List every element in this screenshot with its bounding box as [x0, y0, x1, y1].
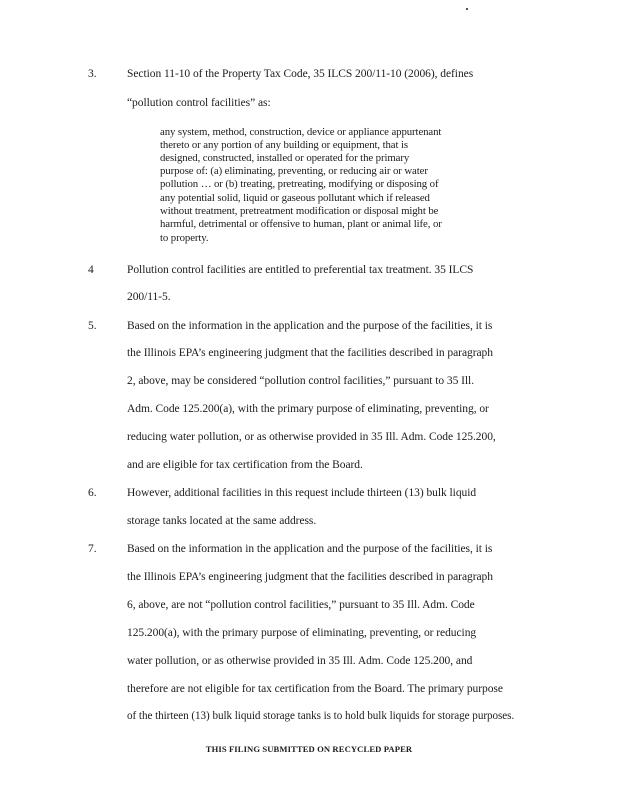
- paragraph-line: reducing water pollution, or as otherwise provided in 35 Ill. Adm. Code 125.200,: [127, 431, 496, 443]
- paragraph-number: 6.: [88, 487, 97, 499]
- page-footer: THIS FILING SUBMITTED ON RECYCLED PAPER: [205, 744, 413, 754]
- paragraph-line: Section 11-10 of the Property Tax Code, 35 ILCS 200/11-10 (2006), defines: [127, 68, 474, 80]
- paragraph-line: therefore are not eligible for tax certification from the Board. The primary purpose: [127, 683, 503, 695]
- paragraph-line: 2, above, may be considered “pollution control facilities,” pursuant to 35 Ill.: [127, 375, 475, 387]
- quote-line: any system, method, construction, device or appliance appurtenant: [160, 126, 442, 138]
- paragraph-line: water pollution, or as otherwise provided in 35 Ill. Adm. Code 125.200, and: [127, 655, 473, 667]
- paragraph-number: 4: [88, 264, 94, 276]
- quote-line: pollution … or (b) treating, pretreating, modifying or disposing of: [160, 178, 439, 190]
- paragraph-line: 125.200(a), with the primary purpose of eliminating, preventing, or reducing: [127, 627, 477, 639]
- paragraph-line: storage tanks located at the same address.: [127, 515, 317, 527]
- quote-line: harmful, detrimental or offensive to human, plant or animal life, or: [160, 218, 442, 230]
- paragraph-line: the Illinois EPA’s engineering judgment that the facilities described in paragraph: [127, 571, 493, 583]
- paragraph-number: 3.: [88, 68, 97, 80]
- quote-line: without treatment, pretreatment modification or disposal might be: [160, 205, 439, 217]
- paragraph-line: “pollution control facilities” as:: [127, 97, 271, 109]
- quote-line: to property.: [160, 232, 209, 244]
- scan-speck: [466, 8, 468, 10]
- paragraph-line: 6, above, are not “pollution control facilities,” pursuant to 35 Ill. Adm. Code: [127, 599, 475, 611]
- paragraph-line: Based on the information in the application and the purpose of the facilities, it is: [127, 543, 493, 555]
- paragraph-line: Adm. Code 125.200(a), with the primary purpose of eliminating, preventing, or: [127, 403, 489, 415]
- paragraph-line: of the thirteen (13) bulk liquid storage tanks is to hold bulk liquids for storage purposes.: [127, 710, 515, 722]
- paragraph-number: 5.: [88, 320, 97, 332]
- quote-line: any potential solid, liquid or gaseous pollutant which if released: [160, 192, 430, 204]
- paragraph-line: 200/11-5.: [127, 291, 171, 303]
- paragraph-line: However, additional facilities in this request include thirteen (13) bulk liquid: [127, 487, 477, 499]
- paragraph-line: and are eligible for tax certification from the Board.: [127, 459, 363, 471]
- quote-line: purpose of: (a) eliminating, preventing, or reducing air or water: [160, 165, 428, 177]
- paragraph-line: Pollution control facilities are entitled to preferential tax treatment. 35 ILCS: [127, 264, 474, 276]
- quote-line: thereto or any portion of any building or equipment, that is: [160, 139, 408, 151]
- quote-line: designed, constructed, installed or operated for the primary: [160, 152, 410, 164]
- paragraph-line: Based on the information in the application and the purpose of the facilities, it is: [127, 320, 493, 332]
- paragraph-line: the Illinois EPA’s engineering judgment that the facilities described in paragraph: [127, 347, 493, 359]
- paragraph-number: 7.: [88, 543, 97, 555]
